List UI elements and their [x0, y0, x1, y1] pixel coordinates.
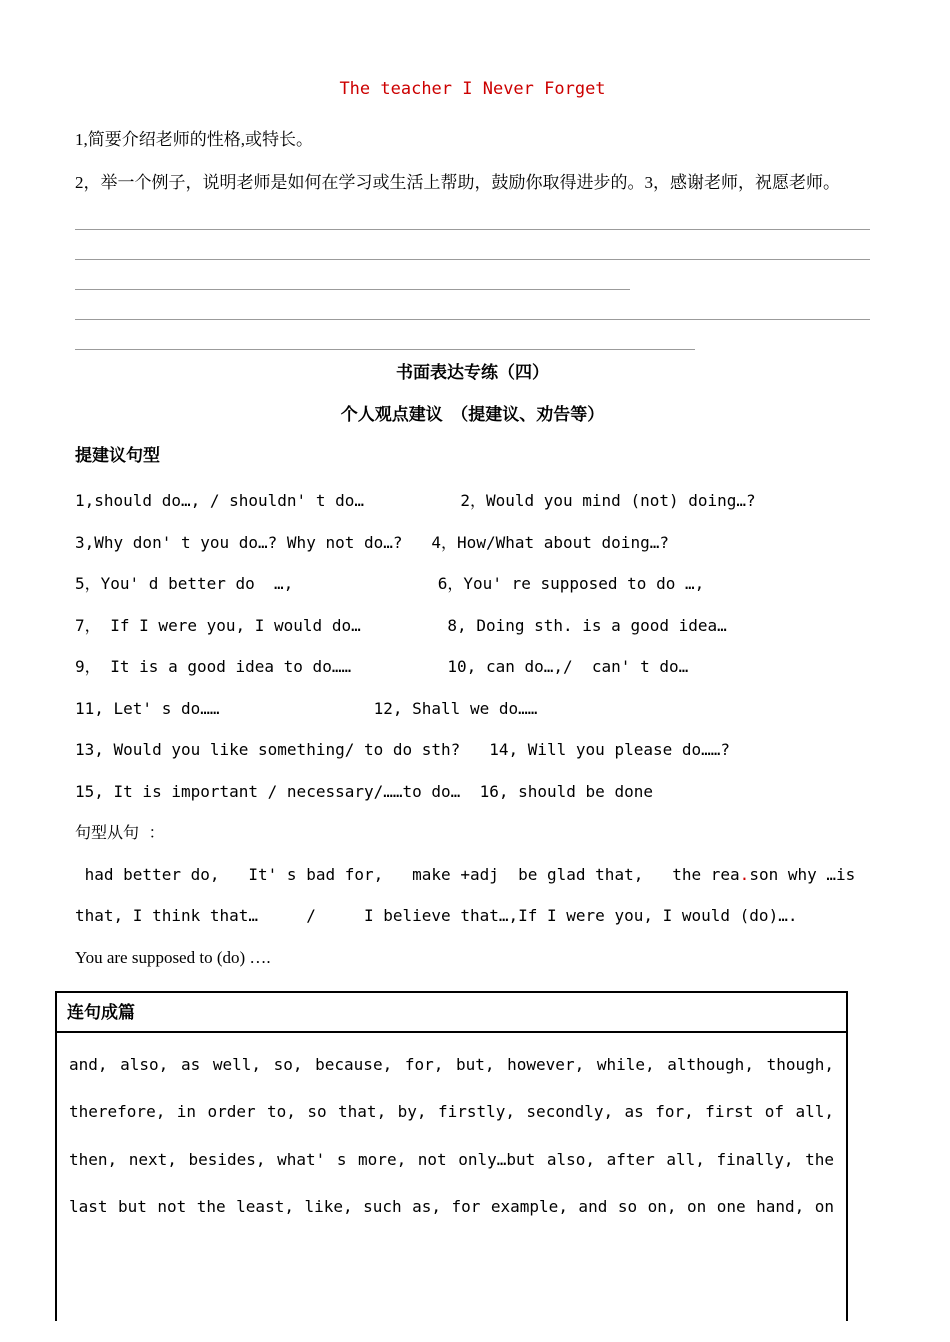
section-heading: 书面表达专练（四）	[396, 363, 549, 382]
pattern-line-6: 11, Let' s do…… 12, Shall we do……	[75, 698, 538, 718]
clause-line-2: that, I think that… / I believe that…,If I were you, I would (do)….	[75, 906, 798, 925]
clause-line-1-text-b: son why …is	[749, 864, 856, 884]
answer-line	[75, 320, 695, 350]
answer-line	[75, 260, 630, 290]
suggestion-patterns	[75, 480, 870, 812]
topic-heading: 个人观点建议 （提建议、劝告等）	[340, 405, 605, 424]
connector-words-line-1: and, also, as well, so, because, for, but, however, while, although, though,	[69, 1054, 834, 1074]
connector-table	[55, 991, 848, 1321]
essay-title: The teacher I Never Forget	[339, 79, 606, 99]
pattern-line-8: 15, It is important / necessary/……to do… 16, should be done	[75, 781, 653, 801]
subsection-heading: 提建议句型	[75, 446, 160, 465]
pattern-line-7: 13, Would you like something/ to do sth? 14, Will you please do……?	[75, 740, 731, 759]
answer-lines	[75, 204, 870, 350]
answer-line	[75, 290, 870, 320]
pattern-line-1: 1,should do…, / shouldn' t do… 2，Would you mind (not) doing…?	[75, 491, 756, 510]
connector-words-line-2: therefore, in order to, so that, by, firstly, secondly, as for, first of all,	[69, 1102, 834, 1121]
answer-line	[75, 230, 870, 260]
pattern-line-3: 5，You' d better do …, 6，You' re supposed to do …,	[75, 574, 705, 593]
clause-line-1-text-a: had better do, It' s bad for, make +adj be glad that, the rea	[75, 864, 740, 884]
answer-line	[75, 204, 870, 230]
spellcheck-dot: .	[739, 864, 750, 884]
outline-point-2: 2，举一个例子，说明老师是如何在学习或生活上帮助，鼓励你取得进步的。3，感谢老师，祝愿老师。	[75, 173, 840, 192]
connector-table-header: 连句成篇	[57, 993, 846, 1033]
pattern-line-2: 3,Why don' t you do…? Why not do…? 4，How/What about doing…?	[75, 532, 669, 552]
pattern-line-5: 9， It is a good idea to do…… 10, can do…,/ can' t do…	[75, 657, 689, 676]
clause-line-1	[75, 854, 870, 896]
connector-words-line-3: then, next, besides, what' s more, not only…but also, after all, finally, the	[69, 1149, 834, 1169]
outline-point-1: 1,简要介绍老师的性格,或特长。	[75, 130, 313, 149]
clause-line-3: You are supposed to (do) ….	[75, 947, 271, 967]
connector-table-body	[57, 1033, 846, 1231]
connector-words-line-4: last but not the least, like, such as, for example, and so on, on one hand, on	[69, 1197, 834, 1216]
pattern-line-4: 7， If I were you, I would do… 8, Doing sth. is a good idea…	[75, 615, 727, 635]
clause-section-label: 句型从句 ：	[75, 823, 165, 842]
